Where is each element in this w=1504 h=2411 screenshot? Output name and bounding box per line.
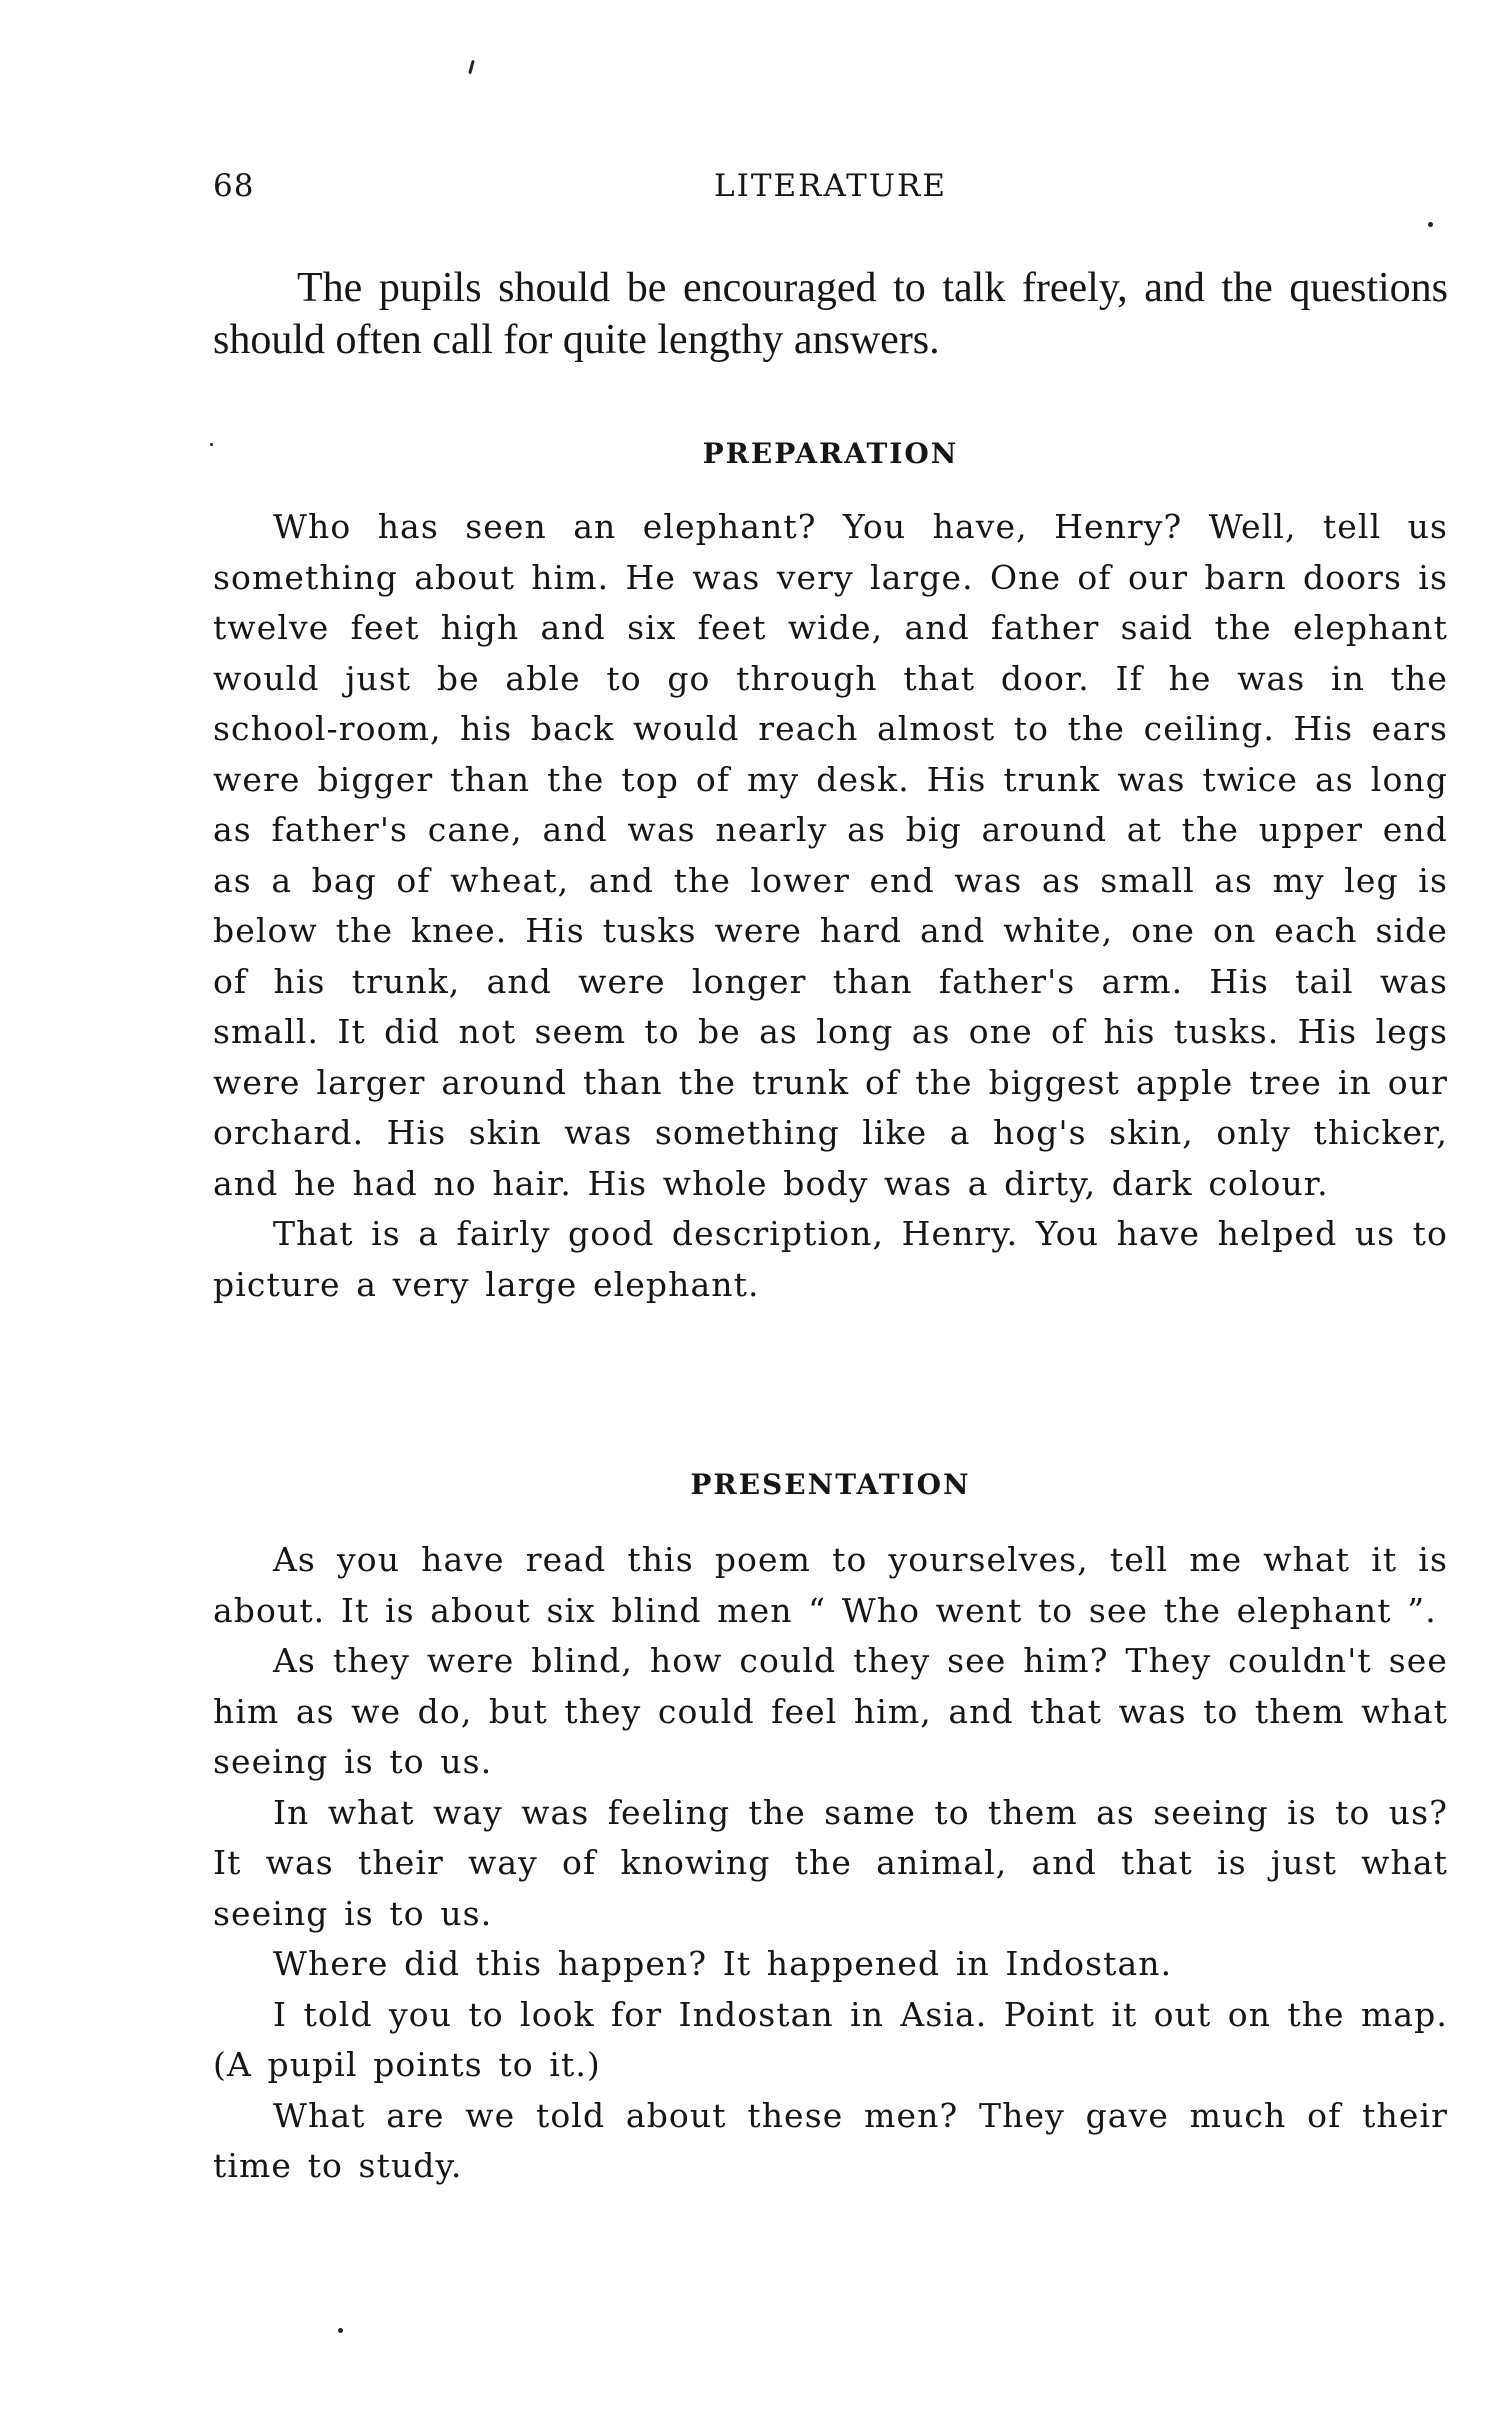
- paragraph: As you have read this poem to yourselves, tell me what it is about. It is about six blind men “ Who went to see the elephant ”.: [213, 1540, 1448, 1630]
- paragraph: Who has seen an elephant? You have, Henry? Well, tell us something about him. He was very large. One of our barn doors is twelve feet high and six feet wide, and father said the elephant would just be able to go through that door. If he was in the school-room, his back would reach almost to the ceiling. His ears were bigger than the top of my desk. His trunk was twice as long as father's cane, and was nearly as big around at the upper end as a bag of wheat, and the lower end was as small as my leg is below the knee. His tusks were hard and white, one on each side of his trunk, and were longer than father's arm. His tail was small. It did not seem to be as long as one of his tusks. His legs were larger around than the trunk of the biggest apple tree in our orchard. His skin was something like a hog's skin, only thicker, and he had no hair. His whole body was a dirty, dark colour.: [213, 507, 1448, 1203]
- paragraph: What are we told about these men? They gave much of their time to study.: [213, 2095, 1448, 2185]
- running-head: LITERATURE: [714, 168, 947, 204]
- stray-dot-bottom: [338, 2328, 343, 2333]
- section-heading-preparation: PREPARATION: [702, 437, 959, 470]
- section-body-presentation: [213, 1535, 1448, 2192]
- paragraph: As they were blind, how could they see him? They couldn't see him as we do, but they could feel him, and that was to them what seeing is to us.: [213, 1641, 1448, 1781]
- paragraph: I told you to look for Indostan in Asia. Point it out on the map. (A pupil points to it.): [213, 1994, 1448, 2084]
- paragraph: That is a fairly good description, Henry. You have helped us to picture a very large elephant.: [213, 1214, 1448, 1304]
- page-number: 68: [213, 168, 255, 204]
- section-body-preparation: [213, 502, 1448, 1310]
- section-heading-presentation: PRESENTATION: [690, 1468, 971, 1501]
- page-header: [213, 168, 1448, 212]
- intro-paragraph: The pupils should be encouraged to talk freely, and the questions should often call for quite lengthy answers.: [213, 265, 1448, 363]
- paragraph: Where did this happen? It happened in Indostan.: [273, 1944, 1173, 1983]
- stray-dot-right: [1428, 222, 1433, 227]
- paragraph: In what way was feeling the same to them as seeing is to us? It was their way of knowing the animal, and that is just what seeing is to us.: [213, 1792, 1448, 1933]
- stray-mark-top: [468, 60, 475, 74]
